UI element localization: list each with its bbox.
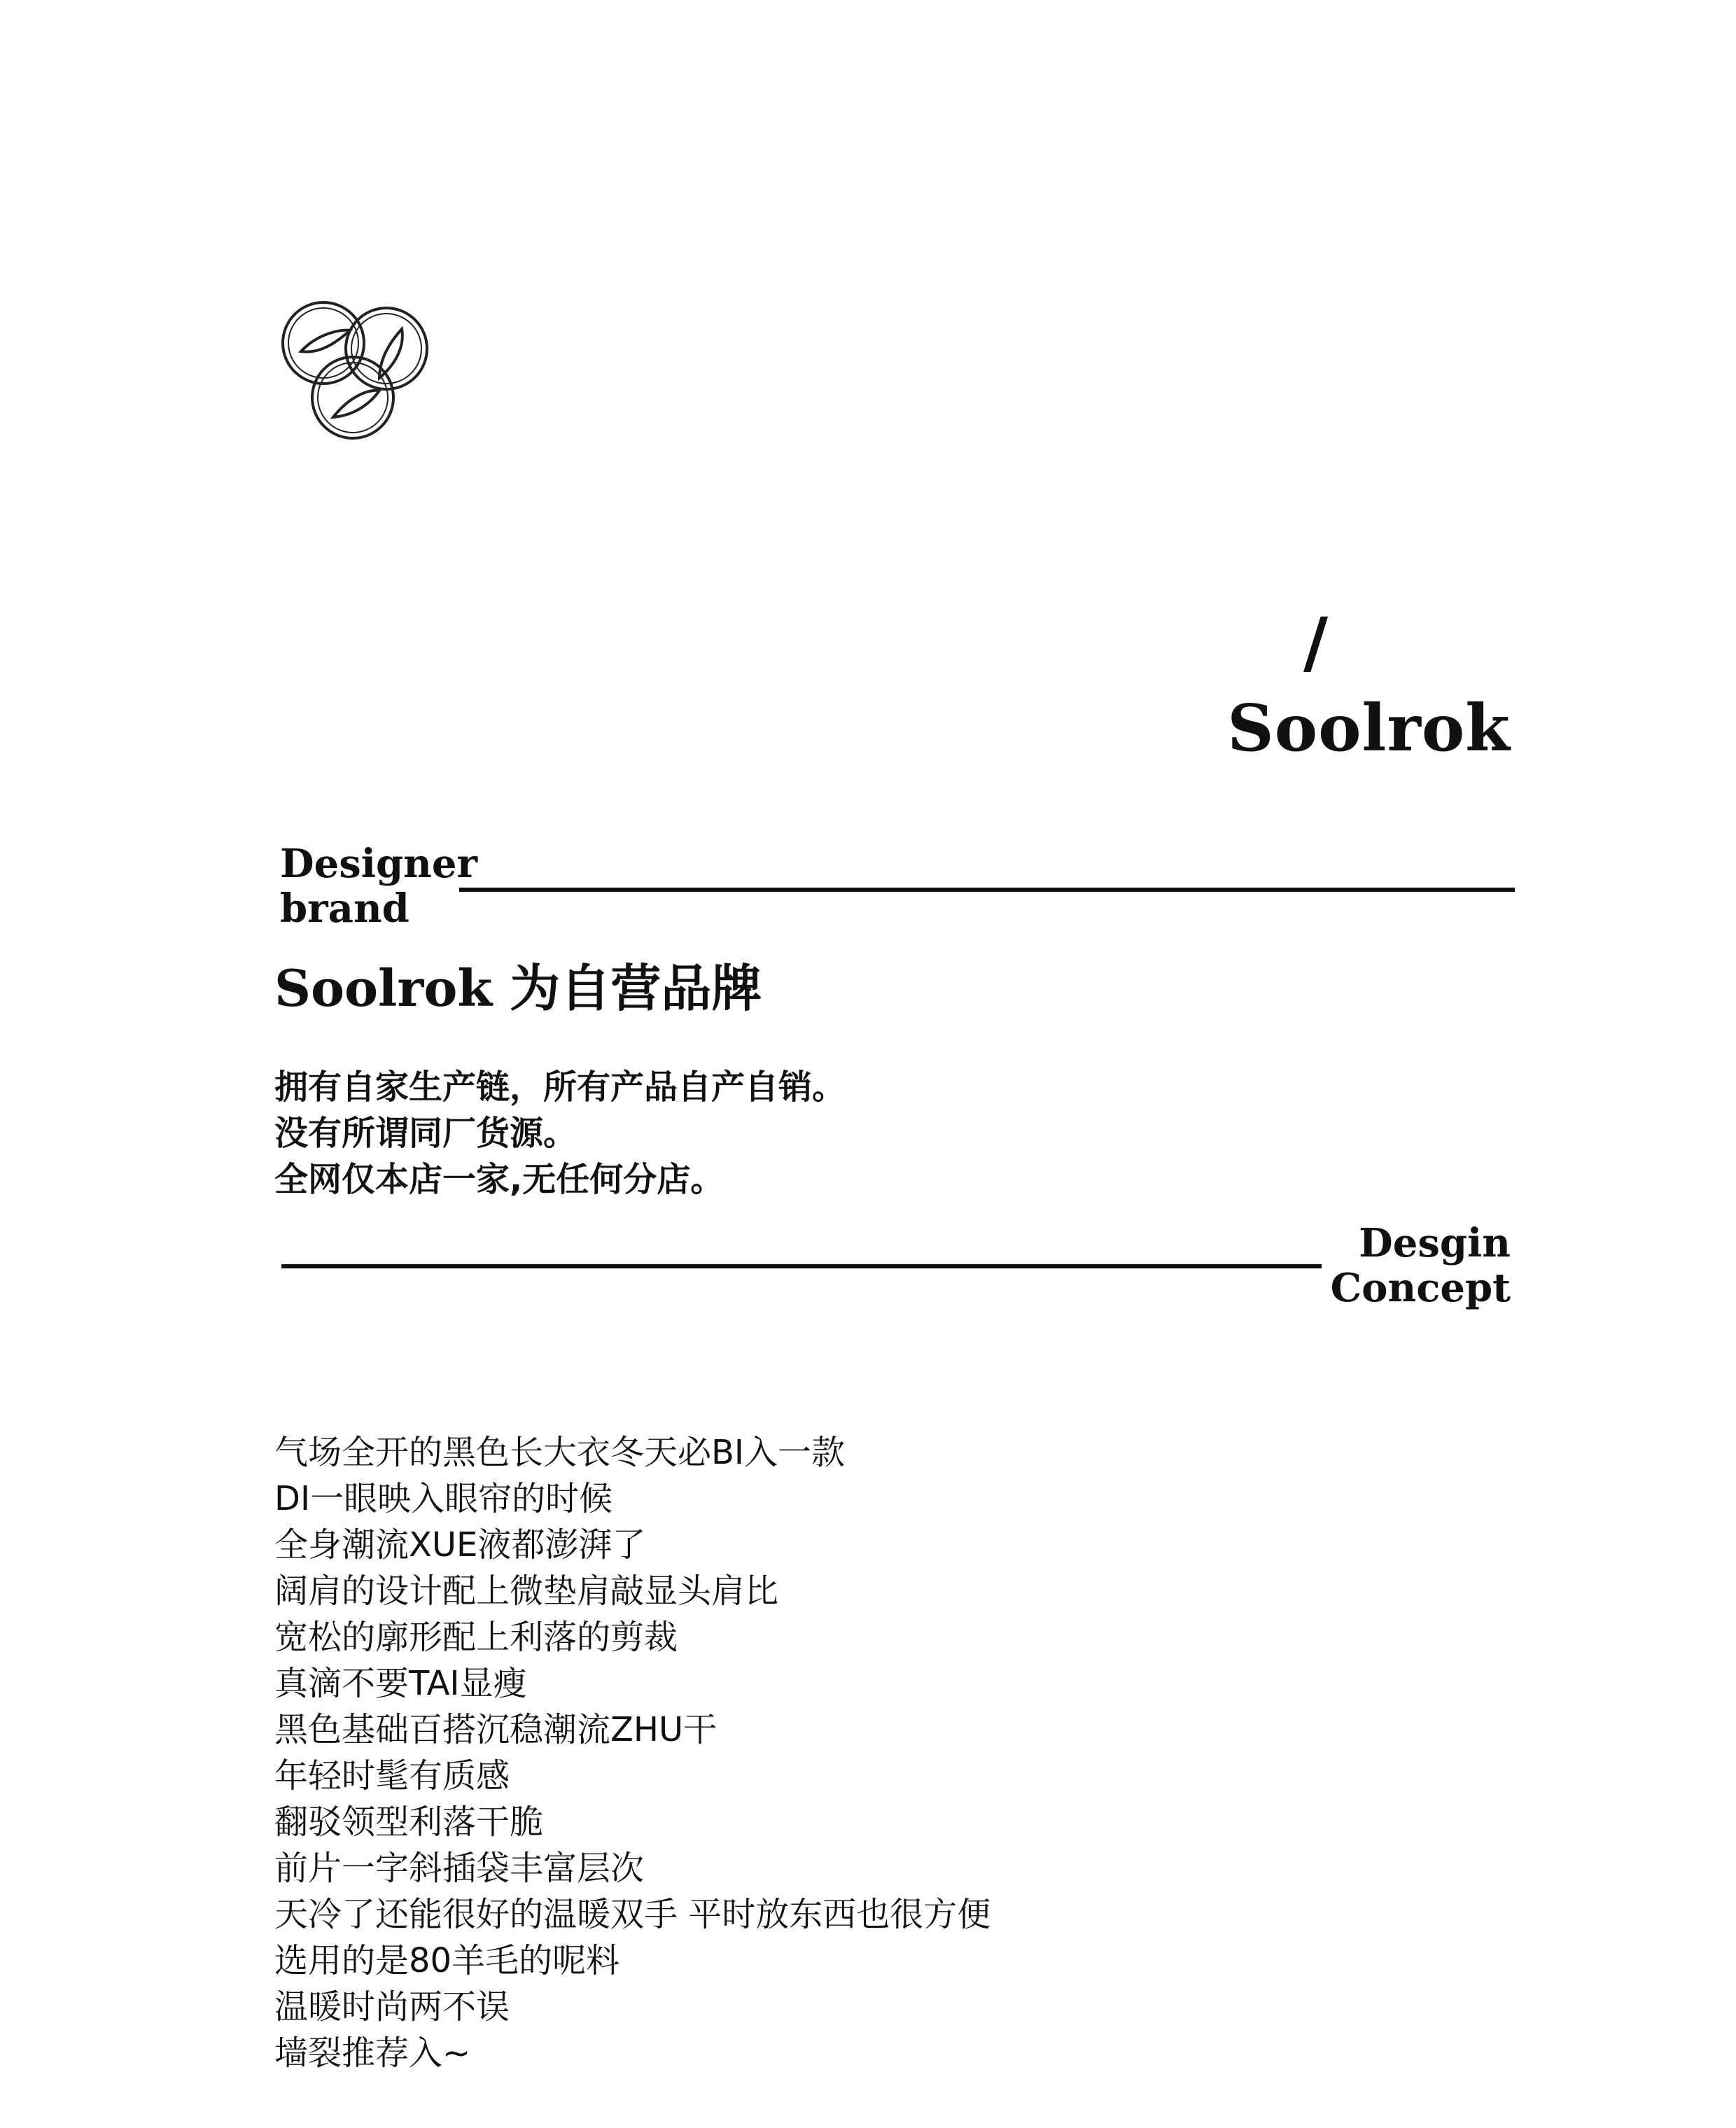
designer-label-line2: brand — [280, 886, 410, 932]
concept-line: 年轻时髦有质感 — [274, 1756, 510, 1795]
decorative-slash: / — [1303, 603, 1329, 682]
concept-line: DI一眼映入眼帘的时候 — [274, 1479, 613, 1518]
concept-line: 温暖时尚两不误 — [274, 1987, 510, 2026]
concept-line: 翻驳领型利落干脆 — [274, 1802, 544, 1842]
brand-logo-icon — [274, 287, 435, 441]
concept-line: 黑色基础百搭沉稳潮流ZHU干 — [274, 1710, 718, 1749]
design-concept-label — [1331, 1221, 1511, 1310]
top-divider — [459, 888, 1515, 892]
designer-brand-label — [280, 841, 477, 931]
concept-line: 前片一字斜插袋丰富层次 — [274, 1849, 645, 1888]
intro-line: 没有所谓同厂货源。 — [274, 1114, 578, 1153]
concept-line: 全身潮流XUE液都澎湃了 — [274, 1525, 646, 1564]
intro-line: 拥有自家生产链，所有产品自产自销。 — [274, 1068, 846, 1107]
concept-line: 气场全开的黑色长大衣冬天必BI入一款 — [274, 1433, 846, 1472]
intro-line: 全网仅本店一家,无任何分店。 — [274, 1160, 724, 1199]
concept-line: 选用的是80羊毛的呢料 — [274, 1941, 620, 1980]
section-headline: Soolrok 为自营品牌 — [274, 958, 762, 1018]
intro-paragraph — [274, 1064, 846, 1203]
concept-line: 墙裂推荐入~ — [274, 2033, 471, 2073]
concept-line: 真滴不要TAI显瘦 — [274, 1664, 527, 1703]
concept-line: 天冷了还能很好的温暖双手 平时放东西也很方便 — [274, 1895, 991, 1934]
concept-description — [274, 1429, 990, 2076]
concept-label-line2: Concept — [1330, 1265, 1511, 1311]
designer-label-line1: Designer — [280, 841, 477, 887]
concept-label-line1: Desgin — [1359, 1220, 1511, 1266]
concept-line: 宽松的廓形配上利落的剪裁 — [274, 1618, 678, 1657]
bottom-divider — [281, 1264, 1322, 1268]
concept-line: 阔肩的设计配上微垫肩敲显头肩比 — [274, 1572, 779, 1611]
brand-name-title: Soolrok — [1227, 690, 1511, 766]
